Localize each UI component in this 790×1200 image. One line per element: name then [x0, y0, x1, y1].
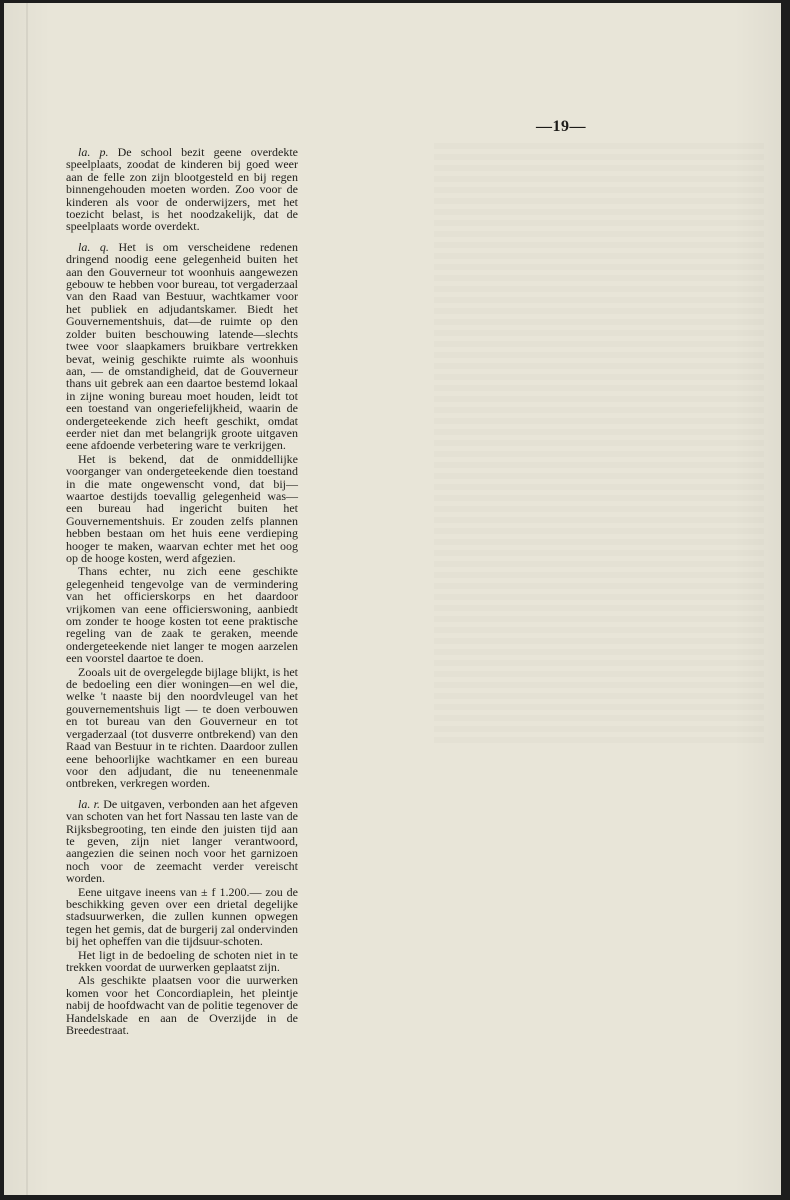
- paragraph-text: De school bezit geene overdekte speelplaats, zoodat de kinderen bij goed weer aan de felle zon zijn blootgesteld en bij regen binnengehouden moeten worden. Zoo voor de kinderen als voor de onderwijzers, met het toezicht belast, is het noodzakelijk, dat de speelplaats worde overdekt.: [66, 145, 299, 234]
- paragraph-mark: la. q.: [78, 239, 109, 254]
- paragraph-la-r: [66, 798, 298, 885]
- page-fold-shadow: [26, 3, 28, 1195]
- paragraph-text: Thans echter, nu zich eene geschikte gelegenheid tengevolge van de vermindering van het officierskorps en het daardoor vrijkomen van eene officierswoning, aanbiedt om zonder te hooge kosten tot eene praktische regeling van de zaak te geraken, meende ondergeteekende niet langer te mogen aarzelen een voorstel daartoe te doen.: [66, 564, 298, 666]
- paragraph-la-q: [66, 241, 298, 452]
- paragraph-text: Het is bekend, dat de onmiddellijke voorganger van ondergeteekende dien toestand in die mate ongewenscht vond, dat bij—waartoe destijds toevallig gelegenheid was—een bureau had ingericht buiten het Gouvernementshuis. Er zouden zelfs plannen hebben bestaan om het huis eene verdieping hooger te maken, waarvan echter met het oog op de hooge kosten, werd afgezien.: [66, 451, 298, 565]
- paragraph: [66, 949, 298, 974]
- paragraph-text: Het is om verscheidene redenen dringend noodig eene gelegenheid buiten het aan den Gouverneur tot woonhuis aangewezen gebouw te hebben voor bureau, tot vergaderzaal van den Raad van Bestuur, wachtkamer voor het publiek en adjudantskamer. Biedt het Gouvernementshuis, dat—de ruimte op den zolder buiten beschouwing latende—slechts twee voor slaapkamers bruikbare vertrekken bevat, weinig geschikte ruimte als woonhuis aan, — de omstandigheid, dat de Gouverneur thans uit gebrek aan een daartoe bestemd lokaal in zijne woning bureau moet houden, leidt tot een toestand van ongeriefelijkheid, waarin de ondergeteekende zich heeft geschikt, omdat eerder niet dan met belangrijk groote uitgaven eene afdoende verbetering ware te verkrijgen.: [66, 239, 298, 453]
- paragraph-mark: la. p.: [78, 145, 109, 159]
- text-column: [66, 146, 298, 1036]
- paragraph-text: Eene uitgave ineens van ± f 1.200.— zou de beschikking geven over een drietal degelijke stadsuurwerken, die zullen kunnen opwegen tegen het gemis, dat de burgerij zal ondervinden bij het opheffen van die tijdsuur-schoten.: [66, 884, 298, 949]
- page-number: —19—: [536, 118, 586, 135]
- paragraph-text: Als geschikte plaatsen voor die uurwerken komen voor het Concordiaplein, het pleintje nabij de hoofdwacht van de politie tegenover de Handelskade en aan de Overzijde in de Breedestraat.: [66, 973, 298, 1038]
- paragraph-la-p: [66, 146, 298, 233]
- paragraph-mark: la. r.: [78, 796, 100, 811]
- paragraph-text: De uitgaven, verbonden aan het afgeven van schoten van het fort Nassau ten laste van de Rijksbegrooting, ten einde den juisten tijd aan te geven, zijn niet langer verantwoord, aangezien die seinen noch voor het garnizoen noch voor de zeemacht verder vereischt worden.: [66, 796, 298, 886]
- paragraph: [66, 565, 298, 664]
- paragraph: [66, 453, 298, 565]
- paragraph: [66, 974, 298, 1036]
- show-through-text: [434, 143, 764, 743]
- paragraph: [66, 666, 298, 790]
- paragraph: [66, 886, 298, 948]
- paragraph-text: Zooals uit de overgelegde bijlage blijkt, is het de bedoeling een dier woningen—en wel die, welke 't naaste bij den noordvleugel van het gouvernementshuis ligt — te doen verbouwen en tot bureau van den Gouverneur en tot vergaderzaal (tot dusverre ontbrekend) van den Raad van Bestuur in te richten. Daardoor zullen eene behoorlijke wachtkamer en een bureau voor den adjudant, die nu teneenenmale ontbreken, verkregen worden.: [66, 664, 298, 791]
- paragraph-text: Het ligt in de bedoeling de schoten niet in te trekken voordat de uurwerken geplaatst zijn.: [66, 947, 298, 974]
